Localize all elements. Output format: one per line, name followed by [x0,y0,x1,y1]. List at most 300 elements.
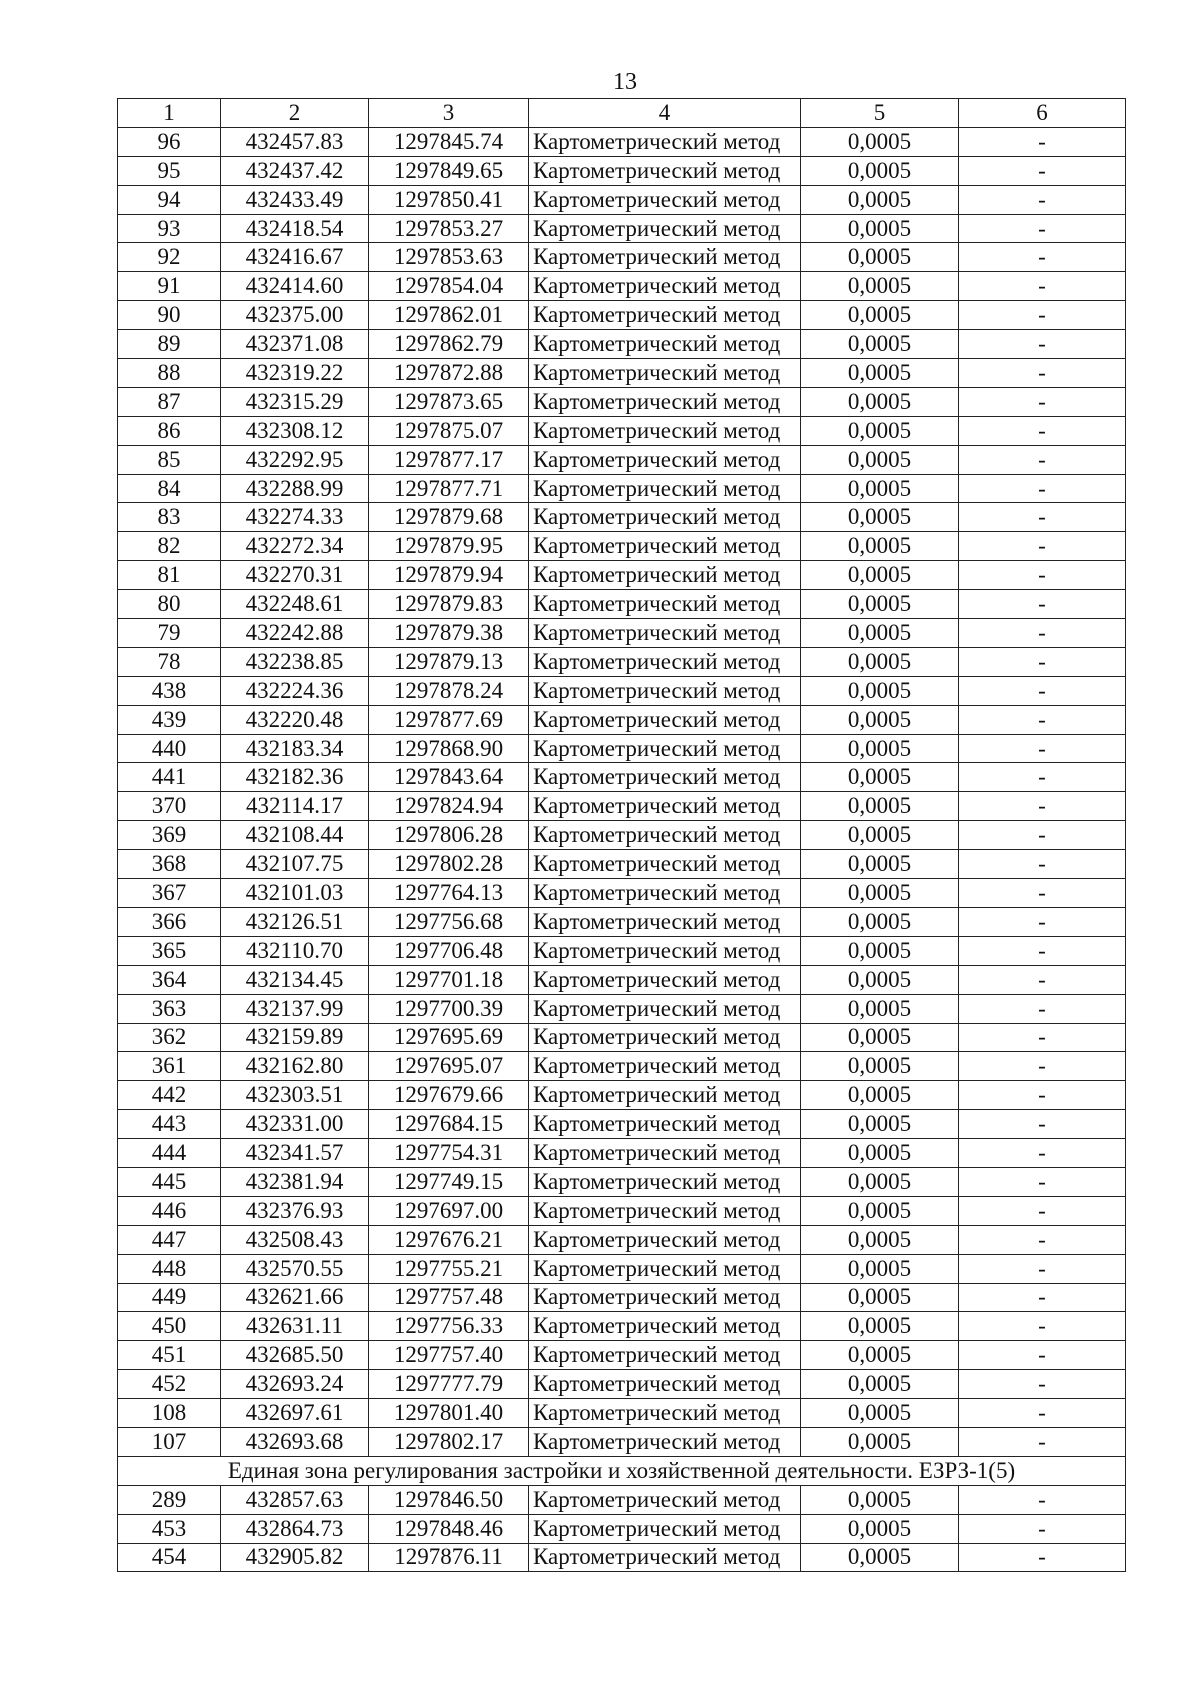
cell-note: - [959,127,1126,156]
cell-accuracy: 0,0005 [801,1110,959,1139]
cell-method: Картометрический метод [529,185,801,214]
cell-x-coordinate: 432220.48 [221,705,369,734]
cell-x-coordinate: 432697.61 [221,1399,369,1428]
cell-note: - [959,879,1126,908]
cell-y-coordinate: 1297879.68 [369,503,529,532]
cell-point-number: 93 [118,214,221,243]
cell-method: Картометрический метод [529,1427,801,1456]
cell-note: - [959,1543,1126,1572]
table-row [118,1399,1126,1428]
cell-accuracy: 0,0005 [801,965,959,994]
cell-note: - [959,705,1126,734]
cell-y-coordinate: 1297764.13 [369,879,529,908]
table-row [118,1370,1126,1399]
cell-method: Картометрический метод [529,474,801,503]
cell-accuracy: 0,0005 [801,676,959,705]
cell-accuracy: 0,0005 [801,1225,959,1254]
cell-note: - [959,1167,1126,1196]
cell-point-number: 368 [118,850,221,879]
table-row [118,763,1126,792]
cell-point-number: 79 [118,619,221,648]
cell-note: - [959,1023,1126,1052]
table-row [118,1312,1126,1341]
cell-method: Картометрический метод [529,1139,801,1168]
cell-note: - [959,1283,1126,1312]
cell-method: Картометрический метод [529,359,801,388]
cell-y-coordinate: 1297854.04 [369,272,529,301]
cell-point-number: 81 [118,561,221,590]
cell-accuracy: 0,0005 [801,445,959,474]
section-row [118,1456,1126,1485]
cell-accuracy: 0,0005 [801,532,959,561]
cell-y-coordinate: 1297757.40 [369,1341,529,1370]
table-row [118,416,1126,445]
cell-y-coordinate: 1297850.41 [369,185,529,214]
table-row [118,330,1126,359]
cell-note: - [959,301,1126,330]
cell-x-coordinate: 432437.42 [221,156,369,185]
cell-x-coordinate: 432331.00 [221,1110,369,1139]
cell-method: Картометрический метод [529,1341,801,1370]
cell-x-coordinate: 432857.63 [221,1485,369,1514]
cell-accuracy: 0,0005 [801,359,959,388]
cell-accuracy: 0,0005 [801,879,959,908]
cell-method: Картометрический метод [529,936,801,965]
cell-y-coordinate: 1297843.64 [369,763,529,792]
cell-y-coordinate: 1297802.17 [369,1427,529,1456]
cell-method: Картометрический метод [529,1196,801,1225]
table-row [118,850,1126,879]
cell-accuracy: 0,0005 [801,503,959,532]
cell-x-coordinate: 432375.00 [221,301,369,330]
cell-y-coordinate: 1297676.21 [369,1225,529,1254]
cell-x-coordinate: 432224.36 [221,676,369,705]
cell-point-number: 441 [118,763,221,792]
cell-x-coordinate: 432621.66 [221,1283,369,1312]
cell-y-coordinate: 1297862.01 [369,301,529,330]
cell-point-number: 86 [118,416,221,445]
table-header-row [118,99,1126,128]
cell-accuracy: 0,0005 [801,1312,959,1341]
cell-note: - [959,619,1126,648]
cell-y-coordinate: 1297875.07 [369,416,529,445]
cell-note: - [959,272,1126,301]
cell-y-coordinate: 1297878.24 [369,676,529,705]
cell-method: Картометрический метод [529,330,801,359]
cell-x-coordinate: 432242.88 [221,619,369,648]
header-cell-x-coordinate: 2 [221,99,369,128]
table-row [118,879,1126,908]
cell-x-coordinate: 432693.68 [221,1427,369,1456]
cell-note: - [959,676,1126,705]
cell-y-coordinate: 1297697.00 [369,1196,529,1225]
cell-y-coordinate: 1297802.28 [369,850,529,879]
coordinates-table [117,98,1126,1572]
cell-note: - [959,1110,1126,1139]
cell-point-number: 451 [118,1341,221,1370]
cell-accuracy: 0,0005 [801,1427,959,1456]
table-row [118,1225,1126,1254]
cell-x-coordinate: 432308.12 [221,416,369,445]
cell-accuracy: 0,0005 [801,850,959,879]
cell-point-number: 82 [118,532,221,561]
cell-y-coordinate: 1297876.11 [369,1543,529,1572]
cell-x-coordinate: 432570.55 [221,1254,369,1283]
cell-accuracy: 0,0005 [801,416,959,445]
cell-point-number: 370 [118,792,221,821]
cell-point-number: 91 [118,272,221,301]
cell-accuracy: 0,0005 [801,156,959,185]
cell-accuracy: 0,0005 [801,127,959,156]
cell-y-coordinate: 1297801.40 [369,1399,529,1428]
cell-point-number: 92 [118,243,221,272]
cell-method: Картометрический метод [529,416,801,445]
table-row [118,387,1126,416]
cell-note: - [959,1052,1126,1081]
cell-y-coordinate: 1297695.69 [369,1023,529,1052]
cell-method: Картометрический метод [529,1312,801,1341]
cell-point-number: 445 [118,1167,221,1196]
cell-accuracy: 0,0005 [801,792,959,821]
cell-accuracy: 0,0005 [801,1514,959,1543]
cell-method: Картометрический метод [529,907,801,936]
table-row [118,705,1126,734]
cell-y-coordinate: 1297755.21 [369,1254,529,1283]
cell-x-coordinate: 432274.33 [221,503,369,532]
cell-point-number: 446 [118,1196,221,1225]
cell-y-coordinate: 1297684.15 [369,1110,529,1139]
cell-method: Картометрический метод [529,676,801,705]
table-row [118,1283,1126,1312]
cell-point-number: 447 [118,1225,221,1254]
cell-method: Картометрический метод [529,792,801,821]
cell-accuracy: 0,0005 [801,1139,959,1168]
cell-method: Картометрический метод [529,243,801,272]
cell-y-coordinate: 1297846.50 [369,1485,529,1514]
cell-note: - [959,1254,1126,1283]
cell-accuracy: 0,0005 [801,243,959,272]
cell-point-number: 453 [118,1514,221,1543]
cell-point-number: 364 [118,965,221,994]
cell-y-coordinate: 1297754.31 [369,1139,529,1168]
cell-method: Картометрический метод [529,387,801,416]
cell-x-coordinate: 432272.34 [221,532,369,561]
cell-method: Картометрический метод [529,272,801,301]
cell-note: - [959,1399,1126,1428]
cell-x-coordinate: 432270.31 [221,561,369,590]
table-row [118,532,1126,561]
cell-note: - [959,185,1126,214]
table-row [118,676,1126,705]
header-cell-y-coordinate: 3 [369,99,529,128]
cell-method: Картометрический метод [529,647,801,676]
table-row [118,445,1126,474]
cell-point-number: 89 [118,330,221,359]
table-row [118,1427,1126,1456]
cell-note: - [959,965,1126,994]
cell-y-coordinate: 1297777.79 [369,1370,529,1399]
cell-x-coordinate: 432693.24 [221,1370,369,1399]
cell-note: - [959,561,1126,590]
cell-x-coordinate: 432110.70 [221,936,369,965]
cell-method: Картометрический метод [529,590,801,619]
cell-point-number: 448 [118,1254,221,1283]
table-row [118,734,1126,763]
table-row [118,1139,1126,1168]
table-row [118,503,1126,532]
cell-point-number: 96 [118,127,221,156]
cell-y-coordinate: 1297701.18 [369,965,529,994]
cell-point-number: 95 [118,156,221,185]
cell-y-coordinate: 1297757.48 [369,1283,529,1312]
table-row [118,1254,1126,1283]
cell-method: Картометрический метод [529,156,801,185]
cell-note: - [959,474,1126,503]
table-row [118,1110,1126,1139]
table-row [118,1081,1126,1110]
cell-note: - [959,821,1126,850]
cell-x-coordinate: 432685.50 [221,1341,369,1370]
cell-accuracy: 0,0005 [801,272,959,301]
cell-note: - [959,359,1126,388]
cell-point-number: 90 [118,301,221,330]
cell-y-coordinate: 1297706.48 [369,936,529,965]
cell-x-coordinate: 432376.93 [221,1196,369,1225]
cell-x-coordinate: 432107.75 [221,850,369,879]
cell-note: - [959,387,1126,416]
cell-accuracy: 0,0005 [801,330,959,359]
cell-point-number: 450 [118,1312,221,1341]
cell-accuracy: 0,0005 [801,301,959,330]
cell-point-number: 363 [118,994,221,1023]
cell-point-number: 449 [118,1283,221,1312]
table-row [118,359,1126,388]
cell-method: Картометрический метод [529,1225,801,1254]
table-row [118,1023,1126,1052]
cell-method: Картометрический метод [529,445,801,474]
cell-note: - [959,1139,1126,1168]
cell-x-coordinate: 432292.95 [221,445,369,474]
table-row [118,619,1126,648]
cell-accuracy: 0,0005 [801,561,959,590]
cell-x-coordinate: 432341.57 [221,1139,369,1168]
cell-point-number: 367 [118,879,221,908]
cell-method: Картометрический метод [529,301,801,330]
table-row [118,792,1126,821]
table-row [118,185,1126,214]
table-row [118,821,1126,850]
cell-note: - [959,1341,1126,1370]
cell-x-coordinate: 432288.99 [221,474,369,503]
cell-note: - [959,1514,1126,1543]
cell-x-coordinate: 432162.80 [221,1052,369,1081]
cell-accuracy: 0,0005 [801,994,959,1023]
cell-point-number: 454 [118,1543,221,1572]
cell-method: Картометрический метод [529,850,801,879]
table-row [118,994,1126,1023]
cell-accuracy: 0,0005 [801,1167,959,1196]
cell-method: Картометрический метод [529,1485,801,1514]
cell-method: Картометрический метод [529,1399,801,1428]
cell-point-number: 107 [118,1427,221,1456]
cell-y-coordinate: 1297848.46 [369,1514,529,1543]
table-row [118,936,1126,965]
table-row [118,156,1126,185]
cell-x-coordinate: 432414.60 [221,272,369,301]
cell-y-coordinate: 1297879.13 [369,647,529,676]
cell-point-number: 108 [118,1399,221,1428]
cell-note: - [959,1196,1126,1225]
cell-note: - [959,445,1126,474]
cell-point-number: 442 [118,1081,221,1110]
cell-note: - [959,763,1126,792]
header-cell-method: 4 [529,99,801,128]
cell-note: - [959,243,1126,272]
page-number: 13 [613,69,637,95]
cell-method: Картометрический метод [529,1254,801,1283]
cell-accuracy: 0,0005 [801,936,959,965]
table-row [118,214,1126,243]
cell-method: Картометрический метод [529,561,801,590]
table-row [118,590,1126,619]
cell-method: Картометрический метод [529,994,801,1023]
cell-method: Картометрический метод [529,127,801,156]
cell-accuracy: 0,0005 [801,619,959,648]
cell-x-coordinate: 432418.54 [221,214,369,243]
table-row [118,1341,1126,1370]
cell-accuracy: 0,0005 [801,387,959,416]
cell-point-number: 84 [118,474,221,503]
cell-note: - [959,156,1126,185]
cell-x-coordinate: 432864.73 [221,1514,369,1543]
cell-method: Картометрический метод [529,1023,801,1052]
cell-point-number: 444 [118,1139,221,1168]
cell-accuracy: 0,0005 [801,214,959,243]
cell-note: - [959,647,1126,676]
table-row [118,561,1126,590]
table-row [118,243,1126,272]
cell-accuracy: 0,0005 [801,821,959,850]
cell-note: - [959,503,1126,532]
table-row [118,907,1126,936]
cell-x-coordinate: 432303.51 [221,1081,369,1110]
cell-y-coordinate: 1297879.38 [369,619,529,648]
cell-y-coordinate: 1297824.94 [369,792,529,821]
cell-x-coordinate: 432101.03 [221,879,369,908]
cell-accuracy: 0,0005 [801,590,959,619]
cell-y-coordinate: 1297695.07 [369,1052,529,1081]
section-title: Единая зона регулирования застройки и хозяйственной деятельности. ЕЗРЗ-1(5) [118,1456,1126,1485]
table-row [118,127,1126,156]
cell-y-coordinate: 1297877.71 [369,474,529,503]
table-row [118,965,1126,994]
cell-note: - [959,330,1126,359]
cell-note: - [959,994,1126,1023]
cell-method: Картометрический метод [529,1514,801,1543]
cell-point-number: 366 [118,907,221,936]
cell-point-number: 83 [118,503,221,532]
cell-method: Картометрический метод [529,532,801,561]
cell-point-number: 439 [118,705,221,734]
cell-point-number: 362 [118,1023,221,1052]
cell-x-coordinate: 432631.11 [221,1312,369,1341]
header-cell-note: 6 [959,99,1126,128]
cell-x-coordinate: 432416.67 [221,243,369,272]
cell-y-coordinate: 1297756.68 [369,907,529,936]
cell-x-coordinate: 432108.44 [221,821,369,850]
cell-accuracy: 0,0005 [801,1341,959,1370]
table-row [118,1543,1126,1572]
cell-accuracy: 0,0005 [801,1254,959,1283]
cell-method: Картометрический метод [529,1081,801,1110]
cell-method: Картометрический метод [529,503,801,532]
cell-y-coordinate: 1297849.65 [369,156,529,185]
cell-y-coordinate: 1297679.66 [369,1081,529,1110]
cell-point-number: 94 [118,185,221,214]
cell-x-coordinate: 432381.94 [221,1167,369,1196]
cell-method: Картометрический метод [529,821,801,850]
cell-accuracy: 0,0005 [801,734,959,763]
cell-y-coordinate: 1297872.88 [369,359,529,388]
cell-x-coordinate: 432371.08 [221,330,369,359]
cell-x-coordinate: 432248.61 [221,590,369,619]
cell-note: - [959,1485,1126,1514]
cell-method: Картометрический метод [529,1167,801,1196]
cell-point-number: 88 [118,359,221,388]
table-row [118,1167,1126,1196]
cell-method: Картометрический метод [529,1110,801,1139]
cell-y-coordinate: 1297756.33 [369,1312,529,1341]
cell-note: - [959,590,1126,619]
cell-note: - [959,1427,1126,1456]
cell-x-coordinate: 432134.45 [221,965,369,994]
cell-accuracy: 0,0005 [801,1543,959,1572]
cell-note: - [959,936,1126,965]
cell-method: Картометрический метод [529,1052,801,1081]
cell-point-number: 80 [118,590,221,619]
cell-point-number: 365 [118,936,221,965]
cell-y-coordinate: 1297853.27 [369,214,529,243]
table-row [118,647,1126,676]
cell-point-number: 78 [118,647,221,676]
cell-accuracy: 0,0005 [801,1081,959,1110]
cell-note: - [959,850,1126,879]
cell-x-coordinate: 432457.83 [221,127,369,156]
cell-point-number: 85 [118,445,221,474]
cell-method: Картометрический метод [529,879,801,908]
cell-x-coordinate: 432315.29 [221,387,369,416]
cell-accuracy: 0,0005 [801,1399,959,1428]
cell-note: - [959,907,1126,936]
cell-point-number: 289 [118,1485,221,1514]
cell-method: Картометрический метод [529,705,801,734]
cell-y-coordinate: 1297877.17 [369,445,529,474]
table-row [118,474,1126,503]
cell-method: Картометрический метод [529,619,801,648]
cell-y-coordinate: 1297862.79 [369,330,529,359]
cell-note: - [959,532,1126,561]
cell-x-coordinate: 432433.49 [221,185,369,214]
cell-point-number: 438 [118,676,221,705]
table-body [118,99,1126,1572]
cell-method: Картометрический метод [529,214,801,243]
cell-accuracy: 0,0005 [801,185,959,214]
cell-point-number: 452 [118,1370,221,1399]
cell-point-number: 369 [118,821,221,850]
cell-y-coordinate: 1297877.69 [369,705,529,734]
cell-accuracy: 0,0005 [801,1370,959,1399]
cell-y-coordinate: 1297873.65 [369,387,529,416]
